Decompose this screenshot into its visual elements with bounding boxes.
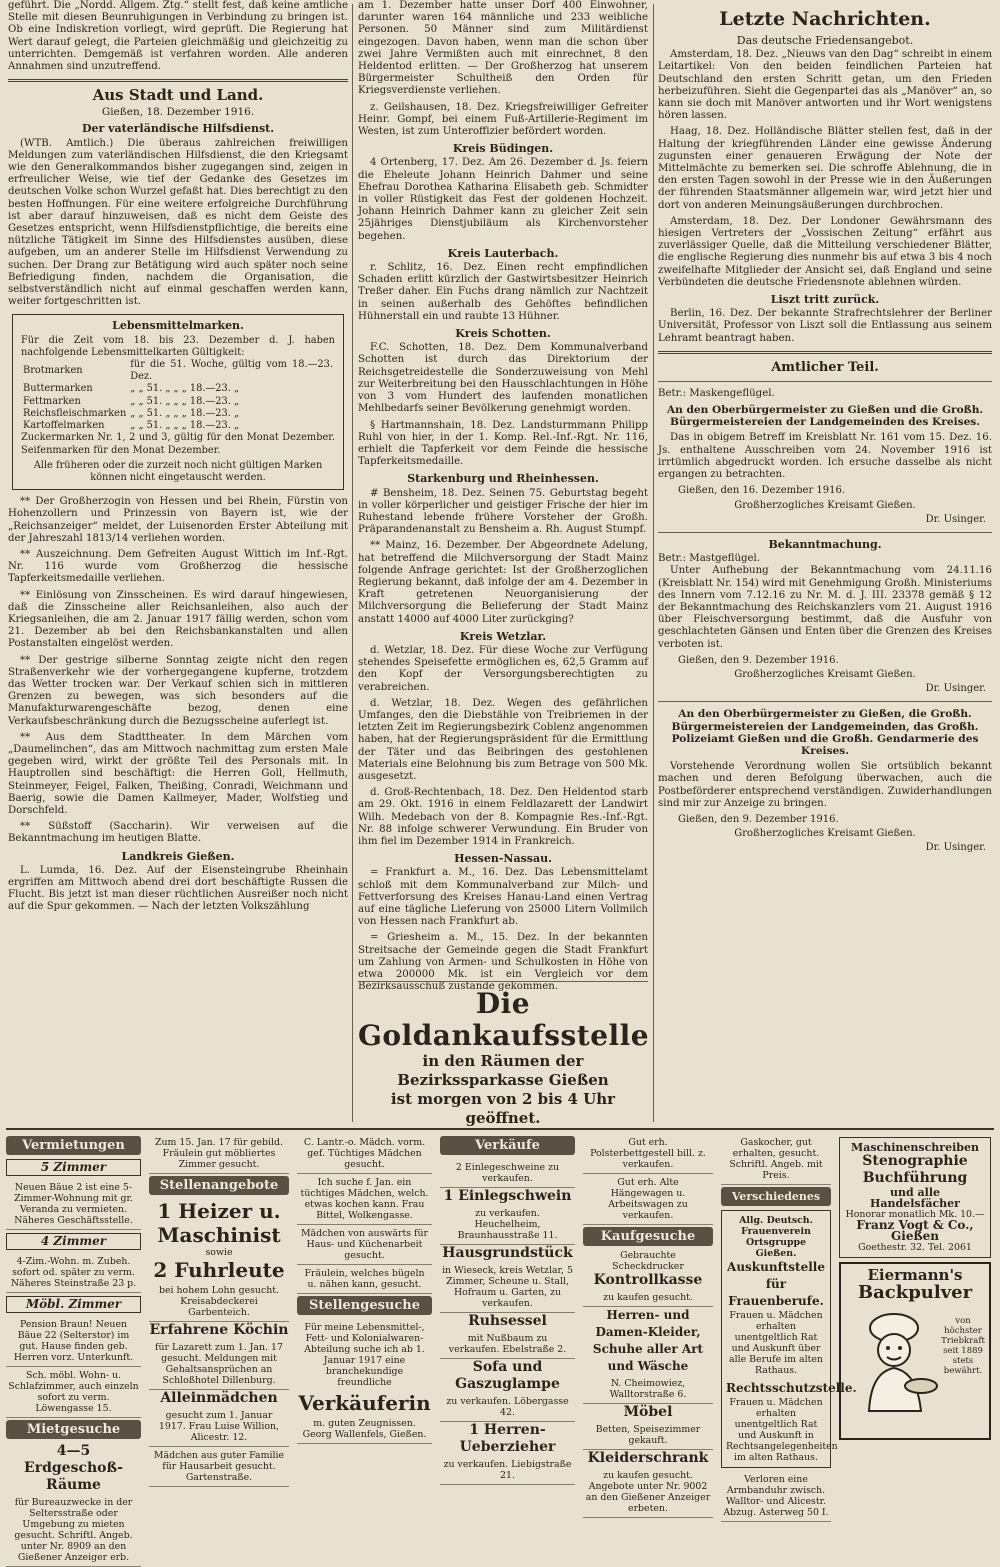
ad-text: Franz Vogt & Co., Gießen bbox=[856, 1218, 974, 1243]
ad-headline: Verkäuferin bbox=[298, 1391, 431, 1415]
notice-1-date: Gießen, den 16. Dezember 1916. bbox=[678, 485, 846, 497]
womens-association-ad bbox=[721, 1210, 857, 1468]
sales-banner: Verkäufe bbox=[440, 1136, 575, 1155]
intro-text: geführt. Die „Nordd. Allgem. Ztg.“ stellt fest, daß keine amtliche Stelle mit diesen Beunruhigungen in Verbindung zu bringen ist. Ob eine Indiskretion vorliegt, wird geprüft. Die Regierung hat Wert darauf gelegt, die Parteien gleichmäßig und gleichzeitig zu unterrichten. Demgemäß ist verfahren worden. Alle anderen Annahmen sind unzutreffend. bbox=[8, 0, 348, 73]
ad-item: Neuen Bäue 2 ist eine 5-Zimmer-Wohnung mit gr. Veranda zu vermieten. Näheres Geschäftsstelle. bbox=[6, 1179, 141, 1230]
article-grossherzogin: ** Der Großherzogin von Hessen und bei Rhein, Fürstin von Hohenzollern und Prinzessin von Bayern ist, wie der „Reichsanzeiger“ meldet, der Luisenorden Erster Abteilung mit der Jahreszahl 1813/14 verliehen worden. bbox=[8, 496, 348, 544]
ad-item: bei hohem Lohn gesucht. Kreisabdeckerei Garbenteich. bbox=[149, 1282, 289, 1322]
divider bbox=[658, 381, 992, 382]
notice-2-signature: Dr. Usinger. bbox=[925, 683, 986, 695]
ad-text: Goethestr. 32. Tel. 2061 bbox=[858, 1242, 972, 1253]
ration-row bbox=[21, 383, 335, 395]
ration-validity: „ „ 51. „ „ „ 18.—23. „ bbox=[130, 395, 240, 407]
ration-kind: Buttermarken bbox=[23, 383, 93, 395]
headline-buedingen: Kreis Büdingen. bbox=[452, 142, 554, 156]
ad-text: sowie bbox=[205, 1247, 233, 1258]
ad-item: Für meine Lebensmittel-, Fett- und Kolonialwaren-Abteilung suche ich ab 1. Januar 1917 eine branchekundige freundliche bbox=[304, 1322, 425, 1388]
ration-validity: „ „ 51. „ „ „ 18.—23. „ bbox=[130, 383, 240, 395]
ad-text: Frauen u. Mädchen erhalten unentgeltlich Rat und Auskunft über alle Berufe im alten Rathaus. bbox=[729, 1310, 823, 1376]
notice-2-date: Gießen, den 9. Dezember 1916. bbox=[678, 654, 839, 666]
ad-item: zu kaufen gesucht. Angebote unter Nr. 9002 an den Gießener Anzeiger erbeten. bbox=[583, 1467, 713, 1518]
ad-category: 5 Zimmer bbox=[6, 1159, 141, 1176]
ad-headline: Möbel bbox=[623, 1404, 673, 1420]
article-sonntag: ** Der gestrige silberne Sonntag zeigte nicht den regen Straßenverkehr wie der vorhergegangene kupferne, trotzdem das Wetter trocken war. Der Verkauf schien sich in mittleren Grenzen zu bewegen, was sich besonders auf die Manufakturwarengeschäfte bezog, denen eine Verkaufsbeschränkung durch die Bezugsscheine auferlegt ist. bbox=[8, 654, 348, 727]
ration-table bbox=[21, 359, 335, 432]
latest-news-title: Letzte Nachrichten. bbox=[719, 8, 931, 30]
article-schlitz: r. Schlitz, 16. Dez. Einen recht empfindlichen Schaden erlitt kürzlich der Gastwirtsbesitzer Heinrich Treßer daher. Ein Fuchs drang nämlich zur Nachtzeit in seinen außerhalb des Gehöftes befindlichen Hühnerstall ein und raubte 13 Hühner. bbox=[358, 262, 648, 322]
classified-ads bbox=[6, 1128, 994, 1563]
article-rechtenbach: d. Groß-Rechtenbach, 18. Dez. Den Heldentod starb am 29. Okt. 1916 in einem Feldlazarett der Landwirt Wilh. Medebach von der 8. Kompagnie Res.-Inf.-Rgt. Nr. 88 infolge schwerer Verwundung. Ein Bruder von ihm fiel im Dezember 1914 in Frankreich. bbox=[358, 787, 648, 847]
ad-item: Gut erh. Alte Hängewagen u. Arbeitswagen zu verkaufen. bbox=[583, 1174, 713, 1225]
article-suessstoff: ** Süßstoff (Saccharin). Wir verweisen auf die Bekanntmachung im heutigen Blatte. bbox=[8, 821, 348, 845]
article-continued: am 1. Dezember hatte unser Dorf 400 Einwohner, darunter waren 164 männliche und 233 weibliche Personen. 50 Männer sind zum Militärdienst eingezogen. Davon haben, wenn man die schon über zwei Jahre Vermißten auch mit einrechnet, 8 den Heldentod erlitten. — Der Großherzog hat unserem Bürgermeister Schultheiß den Orden für Kriegsverdienste verliehen. bbox=[358, 0, 648, 97]
purchase-requests-banner: Kaufgesuche bbox=[583, 1227, 713, 1246]
article-wetzlar-2: d. Wetzlar, 18. Dez. Wegen des gefährlichen Umfanges, den die Diebstähle von Treibriemen in der letzten Zeit im Regierungsbezirk Coblenz angenommen haben, hat der Regierungspräsident für die Ermittlung der Täter und das Beibringen des gestohlenen Materials eine Belohnung bis zum Betrage von 500 Mk. ausgesetzt. bbox=[358, 697, 648, 782]
article-auszeichnung: ** Auszeichnung. Dem Gefreiten August Wittich im Inf.-Rgt. Nr. 116 wurde vom Großherzog die hessische Tapferkeitsmedaille verliehen. bbox=[8, 548, 348, 585]
notice-1-office: Großherzogliches Kreisamt Gießen. bbox=[734, 499, 916, 511]
column-latest-news bbox=[658, 0, 992, 861]
ration-row bbox=[21, 408, 335, 420]
ad-item: N. Cheimowiez, Walltorstraße 6. bbox=[583, 1375, 713, 1404]
ad-headline: Ruhsessel bbox=[468, 1313, 547, 1329]
ad-item: Gut erh. Polsterbettgestell bill. z. verkaufen. bbox=[583, 1134, 713, 1174]
headline-starkenburg: Starkenburg und Rheinhessen. bbox=[407, 472, 599, 486]
notice-2-office: Großherzogliches Kreisamt Gießen. bbox=[734, 668, 916, 680]
ad-headline: 1 Heizer u. Maschinist bbox=[157, 1199, 281, 1247]
ad-item: Ich suche f. Jan. ein tüchtiges Mädchen, welch. etwas kochen kann. Frau Bittel, Wolkengasse. bbox=[297, 1174, 432, 1225]
column-rule bbox=[352, 4, 353, 1122]
article-geilshausen: z. Geilshausen, 18. Dez. Kriegsfreiwilliger Gefreiter Heinr. Gompf, bei einem Fuß-Artillerie-Regiment im Westen, ist zum Unteroffizier befördert worden. bbox=[358, 101, 648, 138]
ad-item: Betten, Speisezimmer gekauft. bbox=[583, 1421, 713, 1450]
article-amsterdam-2: Amsterdam, 18. Dez. Der Londoner Gewährsmann des hiesigen Vertreters der „Vossischen Zeitung“ erfährt aus zuverlässiger Quelle, daß die Mitteilung verschiedener Blätter, die englische Regierung dies nunmehr bis auf etwa 3 bis 4 noch zweifelhafte Mitglieder der Ansicht sei, daß England und seine Verbündeten die deutsche Friedensnote ablehnen würden. bbox=[658, 215, 992, 288]
ad-headline: Alleinmädchen bbox=[160, 1390, 278, 1406]
ad-headline: 1 Einlegschwein bbox=[443, 1188, 572, 1204]
gold-notice-title: Die Goldankaufsstelle bbox=[358, 987, 650, 1052]
bekanntmachung-title: Bekanntmachung. bbox=[768, 537, 882, 551]
article-bensheim: # Bensheim, 18. Dez. Seinen 75. Geburtstag begeht in voller körperlicher und geistiger Frische der hier im Ruhestand lebende frühere Vorsteher der Großh. Präparandenanstalt zu Bensheim a. Rh. August Stumpf. bbox=[358, 487, 648, 536]
ad-item: Gaskocher, gut erhalten, gesucht. Schriftl. Angeb. mit Preis. bbox=[721, 1134, 831, 1185]
headline-schotten: Kreis Schotten. bbox=[455, 327, 551, 341]
ration-kind: Kartoffelmarken bbox=[23, 420, 105, 432]
powder-product: Backpulver bbox=[857, 1282, 973, 1303]
ad-text: Gebrauchte Scheckdrucker bbox=[612, 1250, 684, 1272]
article-frankfurt: = Frankfurt a. M., 16. Dez. Das Lebensmittelamt schloß mit dem Kommunalverband zur Milch- und Fettverforsung des Kreises Hanau-Land einen Vertrag auf eine tägliche Lieferung von 25000 Litern Vollmilch von Hessen nach Frankfurt ab. bbox=[358, 867, 648, 928]
column-regional-news bbox=[358, 0, 648, 997]
ad-headline: Stenographie bbox=[862, 1153, 968, 1169]
ration-intro: Für die Zeit vom 18. bis 23. Dezember d. J. haben nachfolgende Lebensmittelkarten Gültigkeit: bbox=[21, 334, 335, 358]
powder-text: von höchster Triebkraft seit 1889 stets bewährt. bbox=[941, 1316, 985, 1376]
ad-item: zu verkaufen. Liebigstraße 21. bbox=[440, 1456, 575, 1485]
ad-item: Zum 15. Jan. 17 für gebild. Fräulein gut möbliertes Zimmer gesucht. bbox=[149, 1134, 289, 1174]
divider bbox=[658, 532, 992, 533]
article-schotten: F.C. Schotten, 18. Dez. Dem Kommunalverband Schotten ist durch das Direktorium der Reichsgetreidestelle die Sonderzuweisung von Mehl zur Weiterbreitung bei den Hausschlachtungen in Höhe von 3 vom Hundert des laufenden monatlichen Mehlbedarfs seiner Bevölkerung genehmigt worden. bbox=[358, 342, 648, 415]
ration-note: Alle früheren oder die zurzeit noch nicht gültigen Marken können nicht eingetauscht werden. bbox=[33, 459, 323, 483]
business-school-ad bbox=[839, 1137, 991, 1258]
ration-validity: „ „ 51. „ „ „ 18.—23. „ bbox=[130, 420, 240, 432]
rentals-banner: Vermietungen bbox=[6, 1136, 141, 1155]
ad-item: zu verkaufen. Löbergasse 42. bbox=[440, 1393, 575, 1422]
column-rule bbox=[653, 4, 654, 1122]
divider bbox=[8, 79, 348, 82]
ad-headline: Erfahrene Köchin bbox=[149, 1322, 289, 1338]
headline-landkreis: Landkreis Gießen. bbox=[121, 849, 235, 863]
ad-column-misc bbox=[721, 1134, 857, 1522]
ration-kind: Reichsfleischmarken bbox=[23, 407, 127, 419]
ad-item: Mädchen aus guter Familie für Hausarbeit gesucht. Gartenstraße. bbox=[149, 1447, 289, 1487]
ration-row bbox=[21, 359, 335, 383]
dateline: Gießen, 18. Dezember 1916. bbox=[101, 106, 255, 119]
ad-item: m. guten Zeugnissen. Georg Wallenfels, Gießen. bbox=[297, 1415, 432, 1444]
notice-1-subject: Betr.: Maskengeflügel. bbox=[658, 387, 775, 399]
article-theater: ** Aus dem Stadttheater. In dem Märchen vom „Daumelinchen“, das am Mittwoch nachmittag zum ersten Male gegeben wird, wirkt der größte Teil des Personals mit. In Hauptrollen sind beschäftigt: die Herren Goll, Hellmuth, Steinmeyer, Feigel, Falken, Theißing, Conradi, Weichmann und Baerig, sowie die Damen Kallmeyer, Mader, Wolfstieg und Dorschfeld. bbox=[8, 731, 348, 816]
ad-headline: Rechtsschutzstelle. bbox=[726, 1381, 857, 1395]
headline-lauterbach: Kreis Lauterbach. bbox=[447, 246, 559, 260]
notice-1-signature: Dr. Usinger. bbox=[925, 513, 986, 525]
ad-headline: Auskunftstelle für Frauenberufe. bbox=[727, 1260, 825, 1308]
baker-illustration-icon bbox=[849, 1306, 949, 1416]
article-haag: Haag, 18. Dez. Holländische Blätter stellen fest, daß in der Haltung der kriegführenden Länder eine gewisse Änderung zugunsten einer genaueren Erwägung der Note der Mittelmächte zu bemerken sei. Die schroffe Ablehnung, die in den ersten Tagen sowohl in der Presse wie in den Äußerungen der führenden Staatsmänner allgemein war, wird jetzt hier und dort von anderen Meinungsäußerungen durchbrochen. bbox=[658, 126, 992, 211]
article-zinsscheine: ** Einlösung von Zinsscheinen. Es wird darauf hingewiesen, daß die Zinsscheine aller Reichsanleihen, also auch der Kriegsanleihen, die am 2. Januar 1917 fällig werden, schon vom 21. Dezember ab bei den Reichsbankanstalten und allen Postanstalten eingelöst werden. bbox=[8, 589, 348, 650]
headline-wetzlar: Kreis Wetzlar. bbox=[459, 629, 547, 643]
notice-3-addressee: An den Oberbürgermeister zu Gießen, die Großh. Bürgermeistereien der Landgemeinden, das Großh. Polizeiamt Gießen und die Großh. Gendarmerie des Kreises. bbox=[671, 708, 979, 757]
divider bbox=[358, 981, 648, 982]
baking-powder-ad bbox=[839, 1262, 991, 1440]
ad-item: 2 Einlegeschweine zu verkaufen. bbox=[440, 1159, 575, 1188]
ad-headline: Buchführung bbox=[862, 1170, 968, 1186]
ration-foot: Zuckermarken Nr. 1, 2 und 3, gültig für den Monat Dezember. Seifenmarken für den Monat Dezember. bbox=[21, 432, 335, 456]
article-hartmannshain: § Hartmannshain, 18. Dez. Landsturmmann Philipp Ruhl von hier, in der 1. Komp. Rel.-Inf.-Rgt. Nr. 116, erhielt die Tapferkeit vor dem Feinde die hessische Tapferkeitsmedaille. bbox=[358, 419, 648, 468]
notice-2-subject: Betr.: Mastgeflügel. bbox=[658, 553, 761, 565]
ad-text: Maschinenschreiben bbox=[851, 1141, 979, 1154]
gold-purchase-notice bbox=[358, 975, 648, 1128]
ad-item: zu kaufen gesucht. bbox=[583, 1289, 713, 1307]
ad-category: Möbl. Zimmer bbox=[6, 1296, 141, 1313]
ad-headline: Kontrollkasse bbox=[593, 1272, 703, 1288]
ad-item: Mädchen von auswärts für Haus- und Küchenarbeit gesucht. bbox=[297, 1225, 432, 1265]
ration-row bbox=[21, 396, 335, 408]
notice-1-addressee: An den Oberbürgermeister zu Gießen und die Großh. Bürgermeistereien der Landgemeinden des Kreises. bbox=[666, 404, 984, 429]
ad-column-purchases bbox=[583, 1134, 713, 1518]
ad-item: 4-Zim.-Wohn. m. Zubeh. sofort od. später zu verm. Näheres Steinstraße 23 p. bbox=[6, 1253, 141, 1293]
article-ortenberg: 4 Ortenberg, 17. Dez. Am 26. Dezember d. Js. feiern die Eheleute Johann Heinrich Dahmer und seine Ehefrau Dorothea Katharina Elisabeth geb. Schmidter in voller Rüstigkeit das Fest der goldenen Hochzeit. Johann Heinrich Dahmer kann zu gleicher Zeit sein 25jähriges Dienstjubiläum als Kirchenvorsteher begehen. bbox=[358, 157, 648, 242]
official-section-title: Amtlicher Teil. bbox=[771, 359, 879, 375]
ad-headline: Herren- und Damen-Kleider, Schuhe aller Art und Wäsche bbox=[592, 1308, 704, 1373]
ration-title: Lebensmittelmarken. bbox=[112, 319, 244, 333]
ad-item: Sch. möbl. Wohn- u. Schlafzimmer, auch einzeln sofort zu verm. Löwengasse 15. bbox=[6, 1367, 141, 1418]
column-local-news bbox=[8, 0, 348, 918]
ad-headline: 1 Herren-Ueberzieher bbox=[459, 1422, 556, 1455]
article-griesheim: = Griesheim a. M., 15. Dez. In der bekannten Streitsache der Gemeinde gegen die Stadt Frankfurt um Zahlung von Armen- und Schulkosten in Höhe von etwa 200000 Mk. ist ein Vergleich vor dem Bezirksausschuß zustande gekommen. bbox=[358, 932, 648, 993]
ration-row bbox=[21, 420, 335, 432]
ad-headline: Hausgrundstück bbox=[442, 1245, 573, 1261]
ad-column-jobs bbox=[149, 1134, 289, 1487]
headline-friedensangebot: Das deutsche Friedensangebot. bbox=[736, 34, 914, 47]
ration-validity: für die 51. Woche, gültig vom 18.—23. Dez. bbox=[130, 359, 333, 383]
headline-hessen-nassau: Hessen-Nassau. bbox=[454, 852, 552, 866]
ad-text: Honorar monatlich Mk. 10.— bbox=[845, 1209, 985, 1220]
notice-1-body: Das in obigem Betreff im Kreisblatt Nr. 161 vom 15. Dez. 16. Js. enthaltene Ausschreiben vom 24. November 1916 ist irrtümlich abgedruckt worden. Ich ersuche dasselbe als nicht ergangen zu betrachten. bbox=[658, 432, 992, 481]
ad-item: zu verkaufen. Heuchelheim, Braunhausstraße 11. bbox=[440, 1205, 575, 1245]
ad-headline: Sofa und Gaszuglampe bbox=[455, 1359, 560, 1392]
gold-notice-hours: ist morgen von 2 bis 4 Uhr geöffnet. bbox=[390, 1090, 616, 1127]
rental-requests-banner: Mietgesuche bbox=[6, 1420, 141, 1439]
article-liszt: Berlin, 16. Dez. Der bekannte Strafrechtslehrer der Berliner Universität, Professor von Liszt soll die Entlassung aus seinem Lehramt beantragt haben. bbox=[658, 308, 992, 344]
ad-column-sales bbox=[440, 1134, 575, 1485]
job-requests-banner: Stellengesuche bbox=[297, 1296, 432, 1315]
ad-item: Verloren eine Armbanduhr zwisch. Walltor- und Alicestr. Abzug. Asterweg 50 I. bbox=[721, 1471, 831, 1522]
ad-headline: 2 Fuhrleute bbox=[153, 1258, 285, 1282]
ad-headline: Kleiderschrank bbox=[587, 1450, 709, 1466]
article-lumda: L. Lumda, 16. Dez. Auf der Eisensteingrube Rheinhain ergriffen am Mittwoch abend drei dort beschäftigte Russen die Flucht. Bis jetzt ist man dieser rüchtlichen Ausreißer noch nicht auf die Spur gekommen. — Nach der letzten Volkszählung bbox=[8, 864, 348, 913]
ad-item: für Bureauzwecke in der Seltersstraße oder Umgebung zu mieten gesucht. Schriftl. Angeb. unter Nr. 8909 an den Gießener Anzeiger erb. bbox=[6, 1494, 141, 1567]
notice-3-signature: Dr. Usinger. bbox=[925, 842, 986, 854]
ration-validity: „ „ 51. „ „ „ 18.—23. „ bbox=[130, 407, 240, 419]
misc-banner: Verschiedenes bbox=[721, 1187, 831, 1206]
article-amsterdam-1: Amsterdam, 18. Dez. „Nieuws van den Dag“ schreibt in einem Leitartikel: Von den beiden feindlichen Parteien hat Deutschland den ersten Schritt getan, um den Frieden herbeizuführen. Sieht die Gegenpartei das als „Manöver“ an, so kann sie doch mit Manöver antworten und ihr Wort wenigstens hören lassen. bbox=[658, 49, 992, 122]
notice-2-body: Unter Aufhebung der Bekanntmachung vom 24.11.16 (Kreisblatt Nr. 154) wird mit Genehmigung Großh. Ministeriums des Innern vom 7.12.16 zu Nr. M. d. J. III. 23378 gemäß § 12 der Bekanntmachung des Reichskanzlers vom 21. August 1916 über Fleischversorgung bestimmt, daß die Ausfuhr von geschlachteten Gänsen und Enten über die Grenzen des Kreises verboten ist. bbox=[658, 565, 992, 650]
ad-item: Pension Braun! Neuen Bäue 22 (Selterstor) im gut. Hause finden geb. Herren vorz. Unterkunft. bbox=[6, 1316, 141, 1367]
ad-text: und alle Handelsfächer bbox=[870, 1186, 960, 1210]
ad-item: mit Nußbaum zu verkaufen. Ebelstraße 2. bbox=[440, 1330, 575, 1359]
divider bbox=[658, 351, 992, 354]
ration-kind: Fettmarken bbox=[23, 395, 81, 407]
ad-item: Fräulein, welches bügeln u. nähen kann, gesucht. bbox=[297, 1265, 432, 1294]
ration-card-box bbox=[12, 314, 344, 490]
notice-3-date: Gießen, den 9. Dezember 1916. bbox=[678, 813, 839, 825]
ad-column-display bbox=[839, 1134, 991, 1440]
ad-item: gesucht zum 1. Januar 1917. Frau Luise Willion, Alicestr. 12. bbox=[149, 1407, 289, 1447]
ad-category: 4 Zimmer bbox=[6, 1233, 141, 1250]
headline-hilfsdienst: Der vaterländische Hilfsdienst. bbox=[81, 122, 275, 136]
divider bbox=[658, 701, 992, 702]
ad-text: Frauen u. Mädchen erhalten unentgeltlich Rat und Auskunft in Rechtsangelegenheiten im alten Rathaus. bbox=[726, 1397, 838, 1463]
ad-headline: 4—5 Erdgeschoß-Räume bbox=[24, 1443, 123, 1493]
article-hilfsdienst: (WTB. Amtlich.) Die überaus zahlreichen freiwilligen Meldungen zum vaterländischen Hilfsdienst, die den Kriegsamt wie den Generalkommandos bisher zugegangen sind, zeigen in erfreulicher Weise, wie tief der Gedanke des Gesetzes im deutschen Volke schon Wurzel gefaßt hat. Dies berechtigt zu den besten Hoffnungen. Für eine weitere erfolgreiche Durchführung ist aber darauf hinzuweisen, daß es nicht dem Geiste des Gesetzes entspricht, wenn Hilfsdienstpflichtige, die bereits eine nützliche Tätigkeit im Sinne des Hilfsdienstes ausüben, diese aufgeben, um an anderer Stelle im Hilfsdienst Verwendung zu suchen. Der Drang zur Betätigung wird auch später noch seine Befriedigung finden, nachdem die Organisation, die selbstverständlich nicht auf einmal geschaffen werden kann, weiter fortgeschritten ist. bbox=[8, 137, 348, 308]
ad-item: in Wieseck, kreis Wetzlar, 5 Zimmer, Scheune u. Stall, Hofraum u. Garten, zu verkaufen. bbox=[440, 1262, 575, 1313]
ad-item: C. Lantr.-o. Mädch. vorm. gef. Tüchtiges Mädchen gesucht. bbox=[297, 1134, 432, 1174]
notice-3-body: Vorstehende Verordnung wollen Sie ortsüblich bekannt machen und deren Befolgung überwachen, auch die Postbeförderer entsprechend verständigen. Zuwiderhandlungen sind mir zur Anzeige zu bringen. bbox=[658, 761, 992, 809]
article-mainz: ** Mainz, 16. Dezember. Der Abgeordnete Adelung, hat betreffend die Milchversorgung der Stadt Mainz folgende Anfrage gerichtet: Ist der Großherzoglichen Regierung bekannt, daß infolge der am 4. Dezember in Kraft getretenen Neuorganisierung der Milchversorgung die Belieferung der Stadt Mainz anstatt 14000 auf 4000 Liter zurückging? bbox=[358, 540, 648, 625]
ad-text: Allg. Deutsch. Frauenverein Ortsgruppe Gießen. bbox=[739, 1215, 813, 1259]
powder-brand: Eiermann's bbox=[867, 1266, 963, 1284]
gold-notice-location: in den Räumen der Bezirkssparkasse Gießen bbox=[397, 1052, 609, 1089]
article-wetzlar-1: d. Wetzlar, 18. Dez. Für diese Woche zur Verfügung stehendes Speisefette ermöglichen es, 62,5 Gramm auf den Kopf der Versorgungsberechtigten zu verabreichen. bbox=[358, 644, 648, 693]
job-offers-banner: Stellenangebote bbox=[149, 1176, 289, 1195]
ad-column-jobs-2 bbox=[297, 1134, 432, 1444]
ration-kind: Brotmarken bbox=[23, 365, 83, 377]
headline-liszt: Liszt tritt zurück. bbox=[770, 293, 880, 307]
ad-item: für Lazarett zum 1. Jan. 17 gesucht. Meldungen mit Gehaltsansprüchen an Schloßhotel Dillenburg. bbox=[149, 1339, 289, 1390]
ad-column-rentals bbox=[6, 1134, 141, 1567]
section-title: Aus Stadt und Land. bbox=[92, 86, 264, 105]
notice-3-office: Großherzogliches Kreisamt Gießen. bbox=[734, 828, 916, 840]
